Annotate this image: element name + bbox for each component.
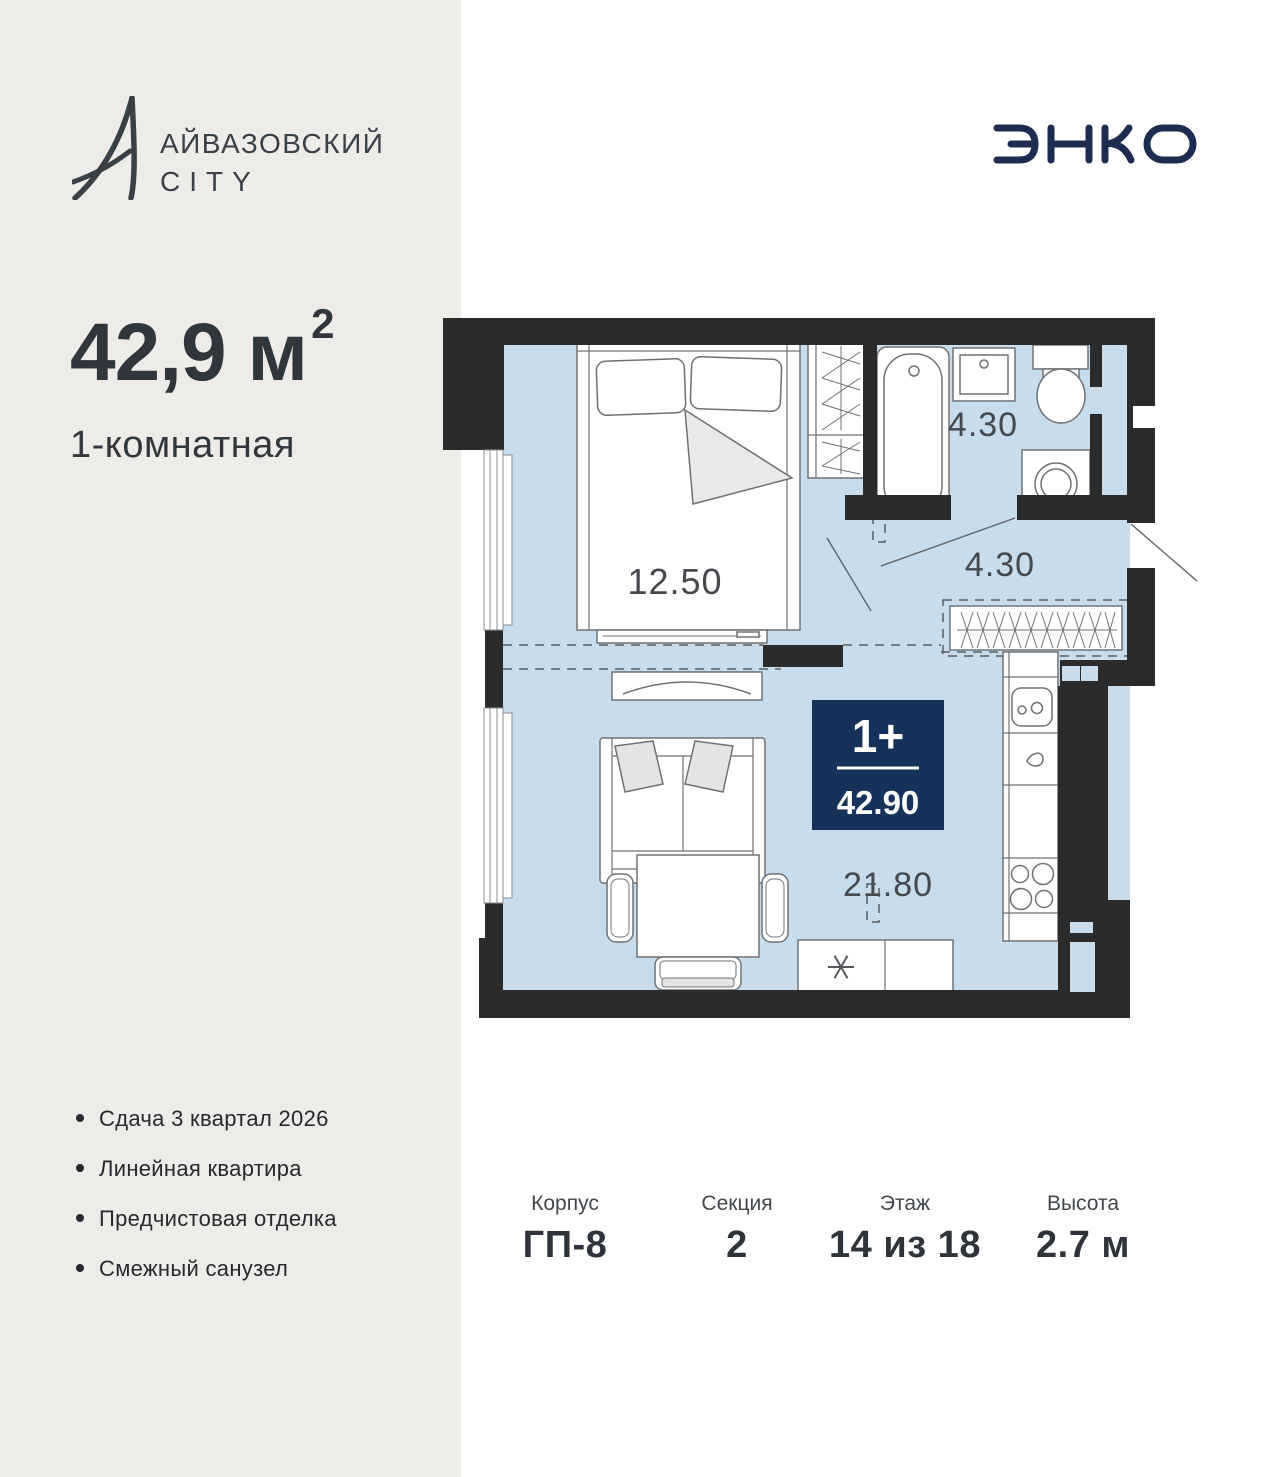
feature-item — [76, 1256, 337, 1282]
badge-area: 42.90 — [836, 784, 920, 821]
info-height — [983, 1192, 1183, 1267]
info-value: 2 — [726, 1224, 748, 1266]
area-value: 42,9 — [70, 307, 226, 398]
info-value: 2.7 м — [1036, 1224, 1130, 1266]
developer-logo — [993, 120, 1205, 168]
apartment-type: 1-комнатная — [70, 424, 295, 466]
window-living — [484, 708, 512, 903]
info-korpus — [465, 1192, 665, 1267]
fridge-cabinet — [798, 940, 953, 992]
info-label: Высота — [1046, 1192, 1120, 1215]
feature-text: Предчистовая отделка — [99, 1206, 337, 1231]
area-superscript: 2 — [311, 300, 334, 347]
bedroom-wardrobe — [808, 340, 868, 478]
features-list — [76, 1106, 337, 1306]
apartment-badge — [812, 700, 944, 830]
project-logo-line2: CITY — [160, 166, 260, 197]
apartment-area — [70, 300, 334, 400]
bullet-icon — [76, 1214, 84, 1222]
feature-item — [76, 1156, 337, 1182]
info-label: Этаж — [879, 1192, 931, 1215]
feature-item — [76, 1106, 337, 1132]
feature-text: Линейная квартира — [99, 1156, 302, 1181]
info-label: Корпус — [531, 1192, 599, 1215]
room-label-bathroom: 4.30 — [947, 406, 1019, 444]
kitchen-counter — [1003, 652, 1058, 941]
feature-item — [76, 1206, 337, 1232]
room-label-bedroom: 12.50 — [627, 561, 723, 602]
bullet-icon — [76, 1164, 84, 1172]
badge-type: 1+ — [851, 710, 905, 762]
area-unit — [226, 307, 248, 398]
project-logo-line1: АЙВАЗОВСКИЙ — [160, 128, 385, 159]
feature-text: Смежный санузел — [99, 1256, 289, 1281]
bullet-icon — [76, 1264, 84, 1272]
bathtub — [877, 347, 949, 519]
bathroom-sink — [953, 348, 1015, 401]
feature-text: Сдача 3 квартал 2026 — [99, 1106, 329, 1131]
room-label-hall: 4.30 — [964, 546, 1036, 584]
info-value: 14 из 18 — [829, 1224, 981, 1266]
toilet — [1033, 345, 1088, 423]
floor-plan — [440, 318, 1205, 1018]
info-label: Секция — [701, 1192, 773, 1215]
info-floor — [805, 1192, 1005, 1267]
window-bedroom — [484, 450, 512, 630]
hall-wardrobe — [950, 606, 1122, 650]
bullet-icon — [76, 1114, 84, 1122]
area-unit-letter: м — [247, 307, 308, 398]
project-logo-icon — [72, 96, 148, 200]
info-value: ГП-8 — [522, 1224, 608, 1266]
room-label-living: 21.80 — [842, 866, 934, 904]
